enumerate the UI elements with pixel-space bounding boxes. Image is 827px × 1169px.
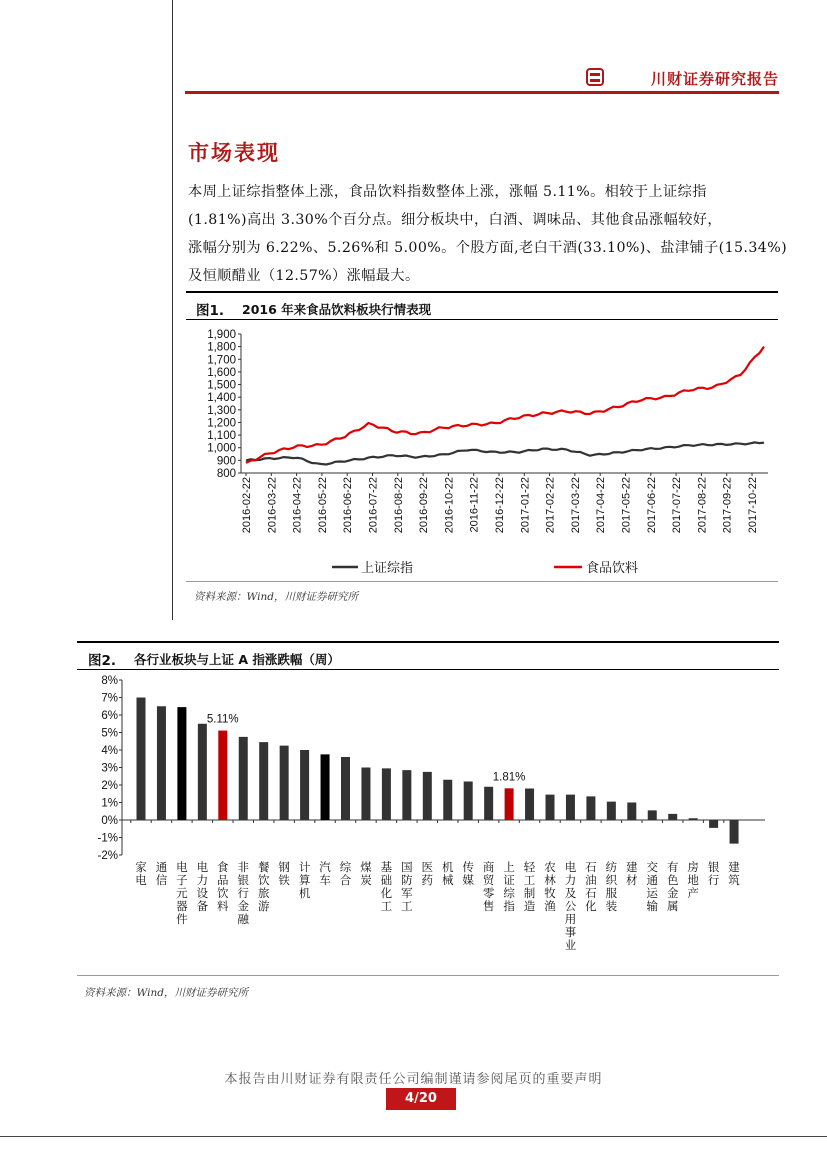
y-tick-label: 4% — [101, 745, 118, 757]
y-tick-label: 8% — [101, 675, 118, 687]
bar — [464, 782, 473, 821]
bar — [607, 802, 616, 820]
x-tick-label: 传媒 — [462, 862, 474, 887]
figure2-top-rule — [77, 641, 779, 643]
x-tick-label: 2016-03-22 — [266, 477, 279, 534]
x-tick-label: 2017-04-22 — [595, 477, 608, 534]
line-chart — [186, 322, 778, 584]
y-tick-label: 1,800 — [207, 341, 236, 354]
y-tick-label: 6% — [101, 710, 118, 722]
bar — [218, 731, 227, 820]
figure1-source: 资料来源：Wind，川财证券研究所 — [194, 591, 358, 603]
bar — [239, 737, 248, 820]
x-tick-label: 2016-04-22 — [291, 477, 304, 534]
figure1-top-rule — [186, 291, 778, 293]
figure2-source: 资料来源：Wind，川财证券研究所 — [84, 987, 248, 999]
x-tick-label: 建材 — [626, 862, 638, 887]
x-tick-label: 国防军工 — [401, 862, 413, 913]
bar — [341, 757, 350, 820]
bar — [321, 754, 330, 820]
x-tick-label: 商贸零售 — [482, 862, 495, 913]
x-tick-label: 建筑 — [728, 862, 740, 887]
y-tick-label: 2% — [101, 780, 118, 792]
figure2-bottom-rule — [77, 975, 779, 976]
y-tick-label: 800 — [216, 468, 236, 480]
paragraph-line: (1.81%)高出 3.30%个百分点。细分板块中，白酒、调味品、其他食品涨幅较好， — [188, 212, 722, 228]
x-tick-label: 2016-09-22 — [418, 477, 431, 534]
paragraph-line: 及恒顺醋业（12.57%）涨幅最大。 — [188, 268, 420, 284]
x-tick-label: 轻工制造 — [523, 862, 536, 913]
y-tick-label: 5% — [101, 727, 118, 740]
bar — [423, 772, 432, 820]
bar — [259, 742, 268, 820]
x-tick-label: 2017-05-22 — [620, 477, 633, 534]
x-tick-label: 2017-07-22 — [671, 476, 684, 534]
figure1-title-rule — [186, 319, 778, 320]
bar — [566, 795, 575, 820]
bar — [402, 770, 411, 820]
section-title: 市场表现 — [188, 141, 280, 165]
x-tick-label: 2017-06-22 — [645, 477, 658, 534]
x-tick-label: 2016-11-22 — [468, 477, 481, 533]
bar — [648, 810, 657, 820]
x-tick-label: 电力及公用事业 — [564, 862, 577, 952]
x-tick-label: 医药 — [421, 862, 434, 887]
x-tick-label: 煤炭 — [360, 862, 372, 887]
y-tick-label: 1% — [101, 797, 118, 810]
logo-icon — [586, 68, 604, 86]
bar — [443, 780, 452, 820]
figure2-title: 各行业板块与上证 A 指涨跌幅（周） — [134, 652, 340, 667]
x-tick-label: 银行 — [707, 862, 720, 887]
x-tick-label: 餐饮旅游 — [257, 862, 270, 913]
bar — [709, 820, 718, 828]
bar — [157, 706, 166, 820]
x-tick-label: 电子元器件 — [176, 862, 188, 926]
x-tick-label: 交通运输 — [646, 862, 658, 913]
y-tick-label: 0% — [101, 815, 118, 827]
bar — [525, 789, 534, 821]
x-tick-label: 电力设备 — [196, 862, 209, 913]
series-line-shanghai-composite — [246, 442, 764, 464]
bar — [627, 803, 636, 821]
bar — [586, 796, 595, 820]
figure1-title: 2016 年来食品饮料板块行情表现 — [242, 302, 432, 317]
bar — [382, 768, 391, 820]
bar — [137, 698, 146, 821]
x-tick-label: 2016-07-22 — [367, 477, 380, 534]
x-tick-label: 钢铁 — [278, 862, 290, 887]
bar — [730, 820, 739, 844]
x-tick-label: 2017-01-22 — [519, 477, 532, 534]
y-tick-label: 1,000 — [207, 442, 236, 455]
bar — [505, 788, 514, 820]
x-tick-label: 有色金属 — [666, 862, 679, 913]
x-tick-label: 汽车 — [319, 862, 331, 887]
y-tick-label: 7% — [101, 692, 118, 705]
report-header-title: 川财证券研究报告 — [650, 70, 779, 88]
page-number: 4/20 — [386, 1088, 456, 1110]
x-tick-label: 综合 — [339, 862, 352, 887]
x-tick-label: 农林牧渔 — [544, 862, 556, 913]
x-tick-label: 非银行金融 — [237, 862, 249, 926]
figure2-label: 图2. — [88, 653, 117, 669]
x-tick-label: 2017-08-22 — [696, 477, 709, 534]
figure1-bottom-rule — [186, 581, 778, 582]
x-tick-label: 通信 — [155, 862, 168, 887]
y-tick-label: 1,200 — [207, 417, 236, 430]
header-rule — [185, 91, 779, 94]
x-tick-label: 2017-10-22 — [747, 477, 759, 534]
y-tick-label: 1,100 — [207, 430, 236, 443]
y-tick-label: 3% — [101, 762, 118, 775]
x-tick-label: 石油石化 — [585, 862, 597, 913]
x-tick-label: 2016-10-22 — [443, 477, 456, 534]
left-margin-line — [172, 0, 173, 620]
bar — [280, 746, 289, 820]
bar-chart — [77, 671, 779, 973]
bar — [546, 795, 555, 820]
x-tick-label: 基础化工 — [380, 862, 393, 913]
y-tick-label: 1,900 — [207, 329, 236, 341]
x-tick-label: 机械 — [442, 862, 454, 887]
y-tick-label: 1,600 — [207, 366, 236, 379]
x-tick-label: 2017-03-22 — [569, 477, 582, 534]
x-tick-label: 2016-12-22 — [494, 477, 506, 534]
figure1-label: 图1. — [196, 303, 225, 319]
legend-label: 食品饮料 — [586, 560, 639, 575]
x-tick-label: 2017-09-22 — [721, 477, 734, 534]
x-tick-label: 2016-06-22 — [342, 477, 355, 534]
x-tick-label: 纺织服装 — [605, 862, 618, 913]
y-tick-label: -2% — [97, 850, 118, 862]
figure2-title-rule — [77, 669, 779, 670]
x-tick-label: 家电 — [135, 862, 147, 887]
y-tick-label: 1,300 — [207, 404, 236, 417]
bar — [361, 768, 370, 821]
bar — [177, 707, 186, 820]
data-label: 1.81% — [492, 771, 526, 784]
footer-rule — [0, 1136, 827, 1137]
x-tick-label: 食品饮料 — [217, 862, 229, 913]
summary-paragraph — [188, 178, 788, 290]
data-label: 5.11% — [206, 713, 239, 726]
y-tick-label: 1,500 — [207, 379, 236, 392]
x-tick-label: 房地产 — [687, 862, 699, 900]
y-tick-label: 1,400 — [207, 392, 236, 405]
x-tick-label: 2016-05-22 — [316, 477, 329, 534]
x-tick-label: 2016-08-22 — [392, 477, 405, 534]
bar — [484, 787, 493, 820]
x-tick-label: 上证综指 — [503, 862, 515, 913]
bar — [198, 724, 207, 820]
paragraph-line: 本周上证综指整体上涨，食品饮料指数整体上涨，涨幅 5.11%。相较于上证综指 — [188, 184, 707, 200]
x-tick-label: 计算机 — [298, 862, 311, 900]
y-tick-label: 1,700 — [207, 354, 236, 367]
paragraph-line: 涨幅分别为 6.22%、5.26%和 5.00%。个股方面,老白干酒(33.10%)、盐津铺子(15.34%) — [188, 240, 788, 256]
bar — [668, 814, 677, 820]
x-tick-label: 2017-02-22 — [544, 477, 557, 534]
y-tick-label: 900 — [216, 455, 236, 468]
y-tick-label: -1% — [97, 832, 118, 845]
legend-label: 上证综指 — [361, 560, 414, 575]
bar — [300, 750, 309, 820]
footer-disclaimer: 本报告由川财证券有限责任公司编制谨请参阅尾页的重要声明 — [224, 1072, 603, 1087]
bar — [689, 818, 698, 820]
x-tick-label: 2016-02-22 — [241, 477, 253, 534]
